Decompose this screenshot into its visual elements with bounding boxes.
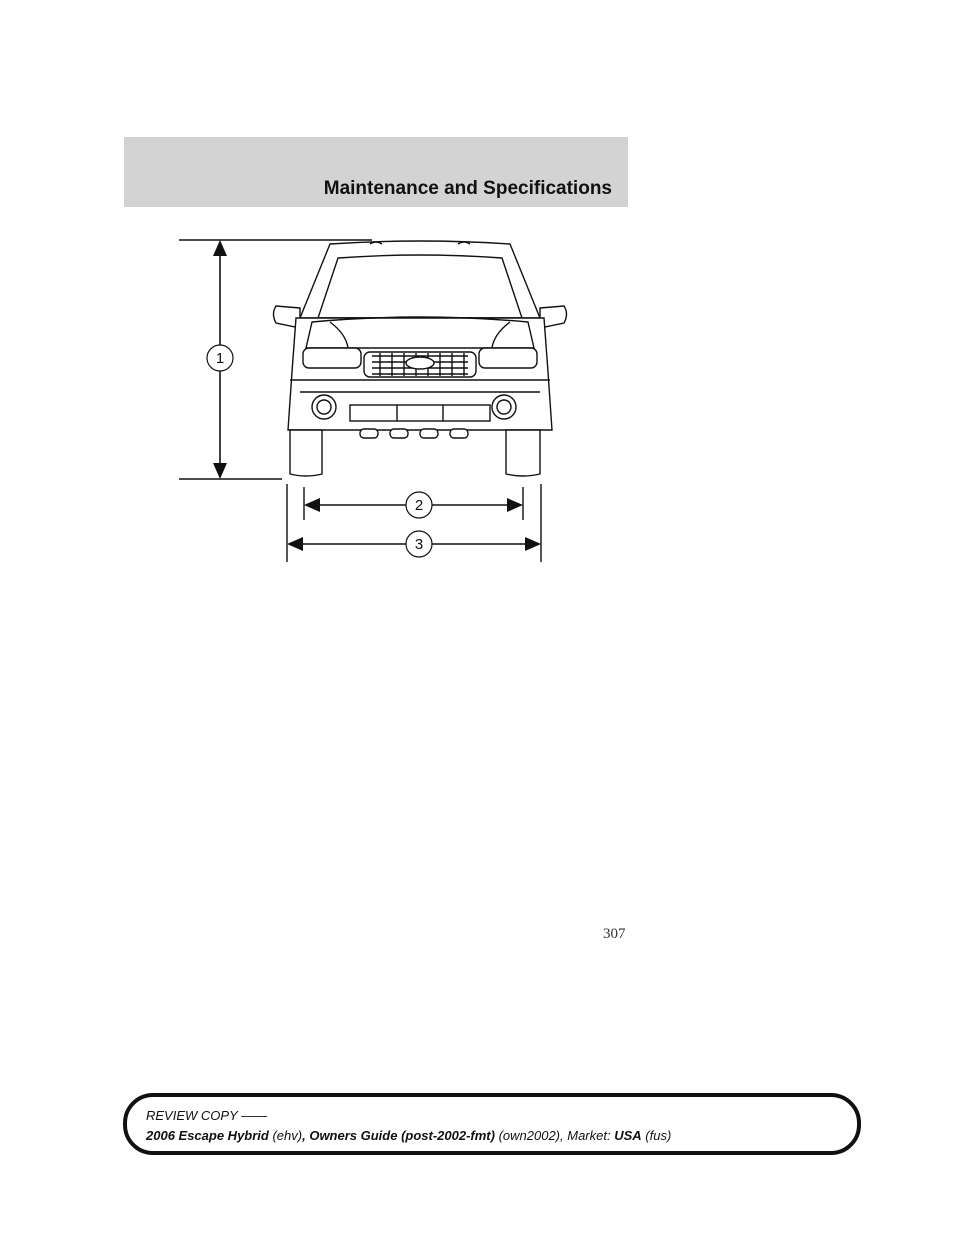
separator-2: , Market:	[560, 1128, 615, 1143]
review-copy-footer	[123, 1093, 861, 1155]
separator-1: ,	[302, 1128, 310, 1143]
vehicle-front-drawing	[179, 240, 567, 562]
market-name: USA	[614, 1128, 642, 1143]
callout-3: 3	[414, 536, 424, 553]
callout-1: 1	[215, 350, 225, 367]
review-copy-details	[146, 1128, 671, 1143]
track-width-dimension-arrow	[304, 492, 523, 518]
market-code: (fus)	[641, 1128, 672, 1143]
model-name: 2006 Escape Hybrid	[146, 1128, 269, 1143]
page-number: 307	[603, 926, 626, 942]
vehicle-dimensions-figure	[0, 0, 954, 600]
callout-2: 2	[414, 497, 424, 514]
section-title: Maintenance and Specifications	[323, 178, 612, 199]
height-dimension-arrow	[207, 240, 233, 479]
guide-code: (own2002)	[494, 1128, 561, 1143]
guide-name: Owners Guide (post-2002-fmt)	[309, 1128, 495, 1143]
review-copy-label: REVIEW COPY ——	[146, 1108, 268, 1123]
overall-width-dimension-arrow	[287, 531, 541, 557]
model-code: (ehv)	[268, 1128, 303, 1143]
